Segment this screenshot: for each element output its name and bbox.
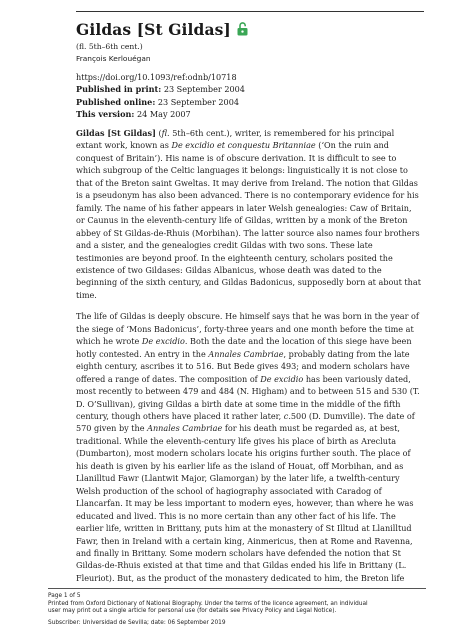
version-value: 24 May 2007 [136,109,191,120]
page-footer [48,593,428,627]
subscriber-line: Subscriber: Universidad de Sevilla; date: 06 September 2019 [48,619,226,626]
published-print-value: 23 September 2004 [163,84,245,95]
open-access-lock-icon [237,22,248,36]
version-label: This version: [76,109,135,120]
article-header [76,20,426,63]
publication-meta [76,71,416,121]
licence-line-1: Printed from Oxford Dictionary of National Biography. Under the terms of the licence agreement, an individual [48,601,368,608]
body-paragraph-2: The life of Gildas is deeply obscure. He himself says that he was born in the year of the siege of ‘Mons Badonicus’, forty-three years and one month before the time at which he wrote De excidio. Both the date and the location of this siege have been hotly contested. An entry in the Annales Cambriae, probably dating from the late eighth century, ascribes it to 516. But Bede gives 493; and modern scholars have offered a range of dates. The composition of De excidio has been variously dated, most recently to between 479 and 484 (N. Higham) and to between 515 and 530 (T. D. O’Sullivan), giving Gildas a birth date at some time in the middle of the fifth century, though others have placed it rather later, c.500 (D. Dumville). The date of 570 given by the Annales Cambriae for his death must be regarded as, at best, traditional. While the eleventh-century life gives his place of birth as Arecluta (Dumbarton), most modern scholars locate his origins further south. The place of his death is given by his earlier life as the island of Houat, off Morbihan, and as Llanilltud Fawr (Llantwit Major, Glamorgan) by the later life, a twelfth-century Welsh production of the school of hagiography associated with Caradog of Llancarfan. It may be less important to modern eyes, however, than where he was educated and lived. This is no more certain than any other fact of his life. The earlier life, written in Brittany, puts him at the monastery of St Illtud at Llanilltud Fawr, then in Ireland with a certain king, Ainmericus, then at Rome and Ravenna, and finally in Brittany. Some modern scholars have defended the notion that St Gildas-de-Rhuis existed at that time and that Gildas ended his life in Brittany (L. Fleuriot). But, as the product of the monastery dedicated to him, the Breton life [76,311,420,583]
article-dates: (fl. 5th–6th cent.) [76,42,143,51]
page-number: Page 1 of 5 [48,593,81,599]
footer-divider [48,588,426,589]
published-print-label: Published in print: [76,84,162,95]
body-paragraph-1: Gildas [St Gildas] (fl. 5th–6th cent.), writer, is remembered for his principal extant work, known as De excidio et conquestu Britanniae (‘On the ruin and conquest of Britain’). His name is of obscure derivation. It is difficult to see to which subgroup of the Celtic languages it belongs: linguistically it is not close to that of the Breton saint Gweltas. It may derive from Ireland. The notion that Gildas is a pseudonym has also been advanced. There is no contemporary evidence for his family. The name of his father appears in later Welsh genealogies: Caw of Britain, or Caunus in the eleventh-century life of Gildas, written by a monk of the Breton abbey of St Gildas-de-Rhuis (Morbihan). The latter source also names four brothers and a sister, and the genealogies credit Gildas with two sons. These late testimonies are beyond proof. In the eighteenth century, scholars posited the existence of two Gildases: Gildas Albanicus, whose death was dated to the beginning of the sixth century, and Gildas Badonicus, supposedly born at about that time. [76,128,421,300]
doi-link[interactable]: https://doi.org/10.1093/ref:odnb/10718 [76,72,237,82]
published-online-label: Published online: [76,96,156,107]
published-print [76,83,416,95]
version [76,108,416,120]
published-online [76,96,416,108]
top-divider [76,11,424,12]
article-body [76,127,421,593]
title-row [76,20,426,39]
published-online-value: 23 September 2004 [157,96,240,107]
article-title: Gildas [St Gildas] [76,20,231,39]
article-author: François Kerlouégan [76,54,151,63]
licence-line-2: user may print out a single article for personal use (for details see Privacy Policy and Legal Notice). [48,608,337,615]
